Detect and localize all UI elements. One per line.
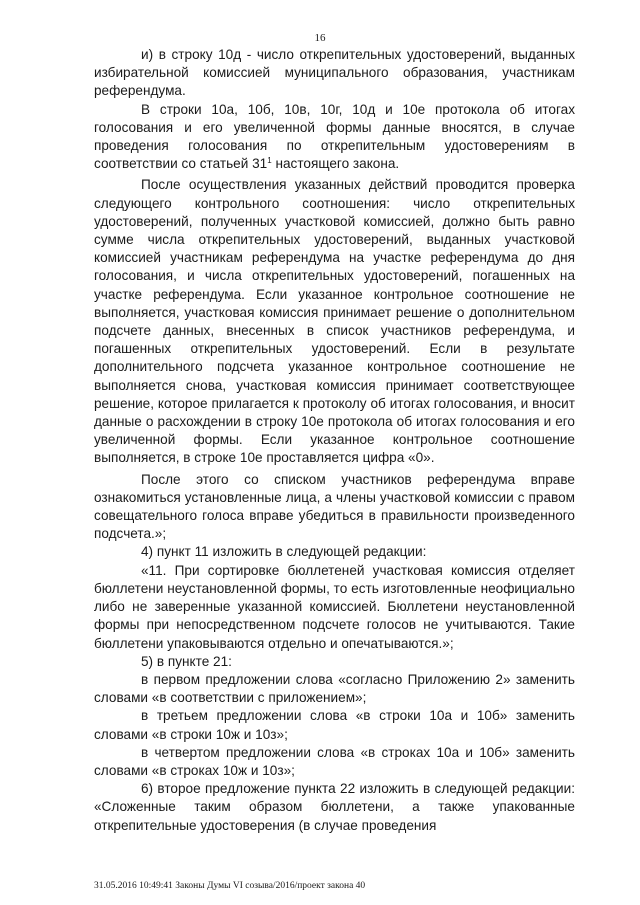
paragraph-third-sentence: в третьем предложении слова «в строки 10а и 10б» заменить словами «в строки 10ж и 10з»; (94, 708, 575, 742)
paragraph-list-review: После этого со списком участников референдума вправе ознакомиться установленные лица, а члены участковой комиссии с правом совещательного голоса вправе убедиться в правильности произведенного подсчета.»; (94, 471, 575, 542)
paragraph-rows-10-tail: настоящего закона. (271, 156, 400, 172)
page-number: 16 (314, 32, 326, 44)
paragraph-rows-10-text: В строки 10а, 10б, 10в, 10г, 10д и 10е протокола об итогах голосования и его увеличенной формы данные вносятся, в случае проведения голосования по открепительным удостоверениям в соответствии со статьей 31 (94, 101, 575, 172)
document-body (94, 46, 575, 835)
paragraph-rows-10 (94, 101, 575, 174)
paragraph-clause-11: «11. При сортировке бюллетеней участковая комиссия отделяет бюллетени неустановленной формы, то есть изготовленные неофициально либо не заверенные указанной комиссией. Бюллетени неустановленной формы при непосредственном подсчете голосов не учитываются. Такие бюллетени упаковываются отдельно и опечатываются.»; (94, 562, 575, 651)
paragraph-item-4: 4) пункт 11 изложить в следующей редакции: (141, 544, 427, 560)
article-superscript: 1 (267, 156, 272, 166)
paragraph-fourth-sentence: в четвертом предложении слова «в строках 10а и 10б» заменить словами «в строках 10ж и 10з»; (94, 744, 575, 778)
document-footer: 31.05.2016 10:49:41 Законы Думы VI созыва/2016/проект закона 40 (94, 881, 366, 891)
paragraph-item-i: и) в строку 10д - число открепительных удостоверений, выданных избирательной комиссией муниципального образования, участникам референдума. (94, 47, 575, 99)
paragraph-first-sentence: в первом предложении слова «согласно Приложению 2» заменить словами «в соответствии с приложением»; (94, 671, 575, 706)
paragraph-item-5: 5) в пункте 21: (141, 653, 232, 669)
paragraph-control-check: После осуществления указанных действий проводится проверка следующего контрольного соотношения: число открепительных удостоверений, полученных участковой комиссией, должно быть равно сумме числа открепительных удостоверений, выданных участковой комиссией участникам референдума на участке референдума до дня голосования, и числа открепительных удостоверений, погашенных на участке референдума. Если указанное контрольное соотношение не выполняется, участковая комиссия принимает решение о дополнительном подсчете данных, внесенных в список участников референдума, и погашенных открепительных удостоверений. Если в результате дополнительного подсчета указанное контрольное соотношение не выполняется снова, участковая комиссия принимает соответствующее решение, которое прилагается к протоколу об итогах голосования, и вносит данные о расхождении в строку 10е протокола об итогах голосования и его увеличенной формы. Если указанное контрольное соотношение выполняется, в строке 10е проставляется цифра «0». (94, 177, 575, 466)
paragraph-item-6: 6) второе предложение пункта 22 изложить в следующей редакции: «Сложенные таким образом бюллетени, а также упакованные открепительные удостоверения (в случае проведения (94, 781, 575, 833)
